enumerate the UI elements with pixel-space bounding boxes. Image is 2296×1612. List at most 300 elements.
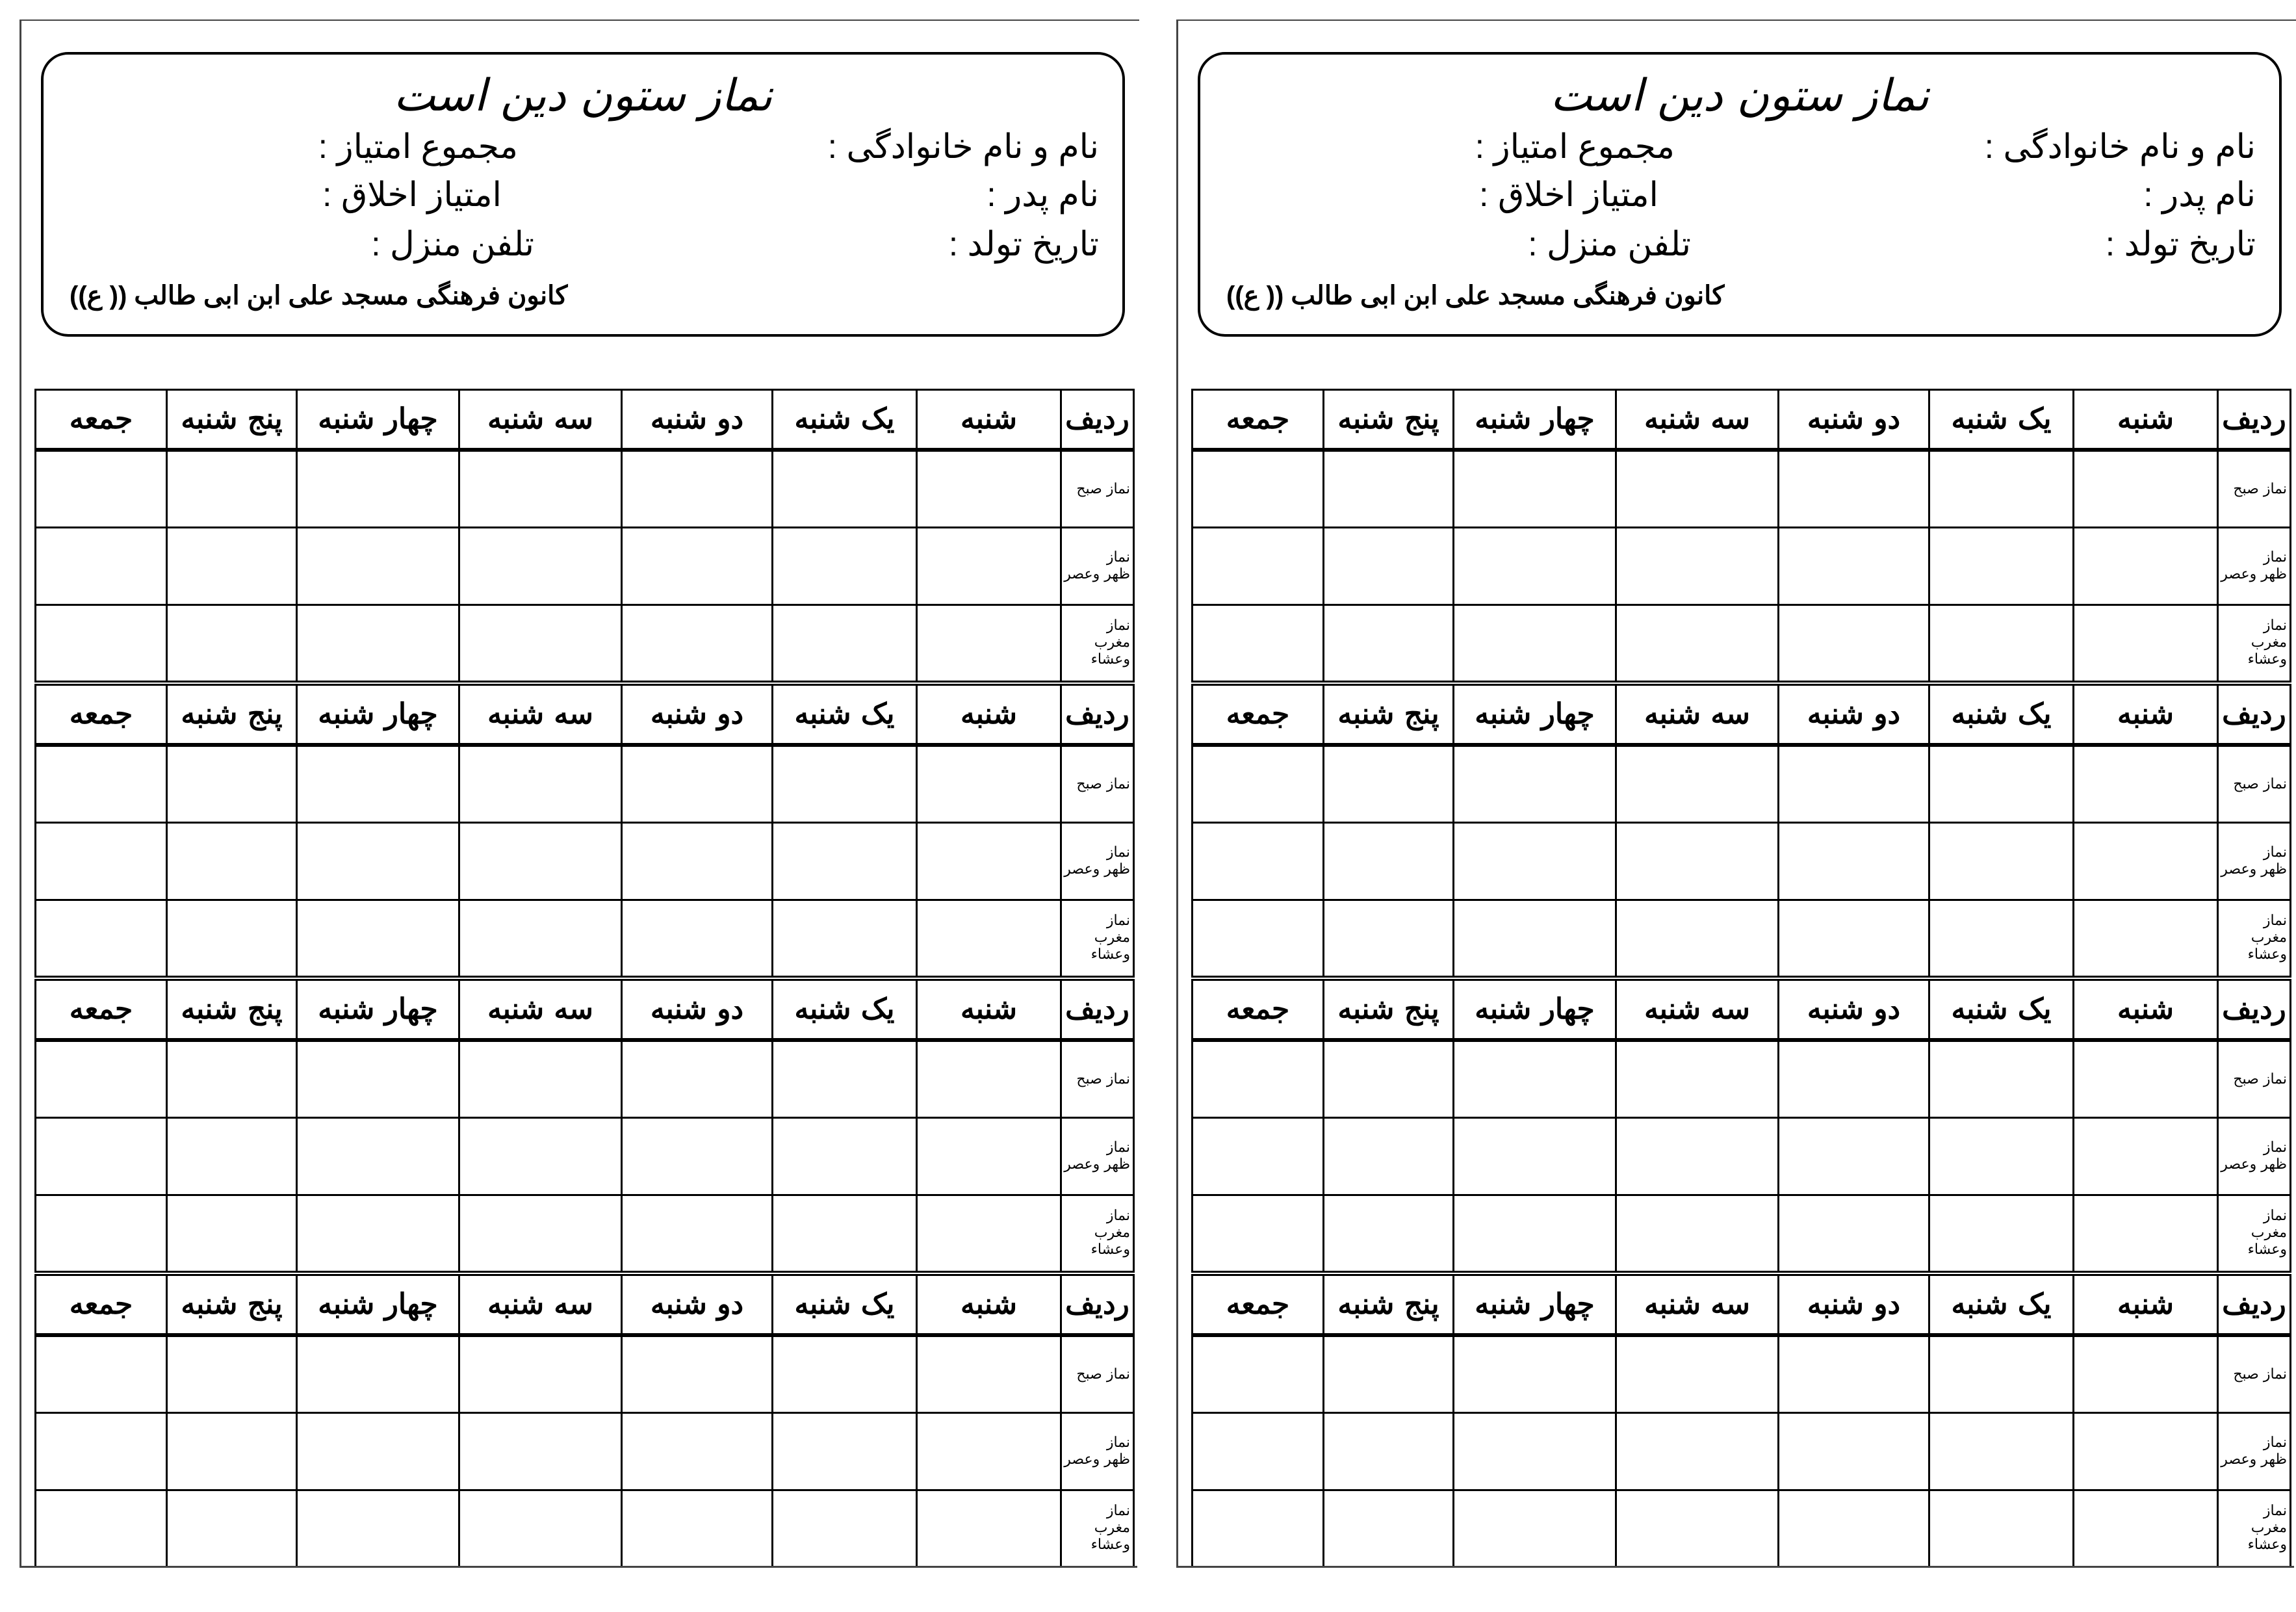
prayer-label-cell (1061, 1335, 1134, 1413)
check-cell[interactable] (1929, 1490, 2074, 1566)
check-cell[interactable] (459, 528, 622, 604)
check-cell[interactable] (917, 1335, 1061, 1413)
check-cell[interactable] (1193, 528, 1324, 604)
maghrib-isha-row (1193, 1490, 2291, 1566)
check-cell[interactable] (167, 1490, 297, 1566)
check-cell[interactable] (917, 823, 1061, 900)
row-header-cell: ردیف (2218, 980, 2291, 1040)
check-cell[interactable] (167, 823, 297, 900)
check-cell[interactable] (1616, 1195, 1779, 1271)
check-cell[interactable] (1193, 745, 1324, 823)
check-cell[interactable] (2074, 1490, 2218, 1566)
check-cell[interactable] (2074, 1118, 2218, 1195)
ethics-score-label: امتیاز اخلاق : (1479, 176, 1658, 214)
check-cell[interactable] (1454, 1335, 1616, 1413)
check-cell[interactable] (1929, 1413, 2074, 1490)
check-cell[interactable] (917, 450, 1061, 528)
table-header-row (1193, 685, 2291, 745)
prayer-label-cell (2218, 604, 2291, 681)
check-cell[interactable] (36, 1040, 167, 1118)
check-cell[interactable] (1324, 1413, 1454, 1490)
check-cell[interactable] (1324, 823, 1454, 900)
check-cell[interactable] (297, 823, 459, 900)
check-cell[interactable] (1616, 900, 1779, 976)
check-cell[interactable] (1616, 1413, 1779, 1490)
check-cell[interactable] (773, 823, 917, 900)
check-cell[interactable] (1779, 1413, 1929, 1490)
check-cell[interactable] (1929, 1195, 2074, 1271)
check-cell[interactable] (167, 900, 297, 976)
day-sunday-header: یک شنبه (1929, 1275, 2074, 1335)
prayer-label: نماز صبح (2233, 1071, 2287, 1087)
check-cell[interactable] (1779, 1195, 1929, 1271)
check-cell[interactable] (1779, 604, 1929, 681)
check-cell[interactable] (2074, 1040, 2218, 1118)
day-wednesday-header: چهار شنبه (297, 1275, 459, 1335)
prayer-label: مغرب وعشاء (2247, 1225, 2287, 1258)
prayer-label-cell (2218, 1195, 2291, 1271)
check-cell[interactable] (2074, 528, 2218, 604)
check-cell[interactable] (167, 745, 297, 823)
check-cell[interactable] (1779, 1040, 1929, 1118)
check-cell[interactable] (1616, 1040, 1779, 1118)
check-cell[interactable] (622, 1040, 773, 1118)
prayer-label: ظهر وعصر (2221, 566, 2287, 582)
check-cell[interactable] (36, 528, 167, 604)
home-phone-label: تلفن منزل : (1528, 226, 1691, 263)
check-cell[interactable] (167, 450, 297, 528)
day-friday-header: جمعه (1193, 390, 1324, 450)
fajr-row (1193, 1335, 2291, 1413)
check-cell[interactable] (1324, 1335, 1454, 1413)
fajr-row (36, 450, 1134, 528)
maghrib-isha-row (36, 1195, 1134, 1271)
row-header-cell: ردیف (1061, 980, 1134, 1040)
check-cell[interactable] (917, 1490, 1061, 1566)
check-cell[interactable] (1193, 1040, 1324, 1118)
check-cell[interactable] (1193, 450, 1324, 528)
prayer-label-cell (2218, 1490, 2291, 1566)
check-cell[interactable] (1454, 823, 1616, 900)
prayer-label: مغرب وعشاء (1090, 1225, 1130, 1258)
sheet-left (19, 20, 1139, 1568)
check-cell[interactable] (36, 1118, 167, 1195)
check-cell[interactable] (1779, 528, 1929, 604)
check-cell[interactable] (1929, 1118, 2074, 1195)
prayer-week-table (34, 979, 1135, 1273)
check-cell[interactable] (1193, 1195, 1324, 1271)
page-border (1176, 1566, 2294, 1568)
check-cell[interactable] (1929, 823, 2074, 900)
check-cell[interactable] (2074, 745, 2218, 823)
check-cell[interactable] (459, 1335, 622, 1413)
check-cell[interactable] (297, 1040, 459, 1118)
check-cell[interactable] (1454, 528, 1616, 604)
zuhr-asr-row (1193, 1413, 2291, 1490)
name-field-label: نام و نام خانوادگی : (1984, 128, 2256, 166)
check-cell[interactable] (622, 1413, 773, 1490)
check-cell[interactable] (1616, 604, 1779, 681)
page-border (19, 1566, 1137, 1568)
day-friday-header: جمعه (36, 980, 167, 1040)
day-friday-header: جمعه (1193, 980, 1324, 1040)
prayer-label: نماز (1106, 913, 1130, 930)
check-cell[interactable] (297, 1490, 459, 1566)
check-cell[interactable] (622, 1490, 773, 1566)
day-monday-header: دو شنبه (1779, 980, 1929, 1040)
check-cell[interactable] (773, 1195, 917, 1271)
check-cell[interactable] (1779, 1118, 1929, 1195)
day-thursday-header: پنج شنبه (167, 980, 297, 1040)
check-cell[interactable] (1929, 450, 2074, 528)
check-cell[interactable] (1616, 1335, 1779, 1413)
motto-title: نماز ستون دین است (393, 70, 773, 122)
check-cell[interactable] (1193, 1118, 1324, 1195)
check-cell[interactable] (917, 1195, 1061, 1271)
check-cell[interactable] (1193, 1335, 1324, 1413)
prayer-label: نماز (1106, 1503, 1130, 1520)
check-cell[interactable] (297, 604, 459, 681)
check-cell[interactable] (1454, 900, 1616, 976)
check-cell[interactable] (622, 1335, 773, 1413)
check-cell[interactable] (167, 604, 297, 681)
prayer-label-cell (1061, 1118, 1134, 1195)
prayer-label-cell (2218, 823, 2291, 900)
check-cell[interactable] (622, 745, 773, 823)
check-cell[interactable] (2074, 1335, 2218, 1413)
prayer-label-cell (2218, 528, 2291, 604)
prayer-label: نماز (2263, 844, 2287, 861)
check-cell[interactable] (459, 1413, 622, 1490)
day-thursday-header: پنج شنبه (167, 685, 297, 745)
name-field-label: نام و نام خانوادگی : (827, 128, 1099, 166)
check-cell[interactable] (622, 528, 773, 604)
check-cell[interactable] (459, 450, 622, 528)
prayer-label: نماز (2263, 1503, 2287, 1520)
prayer-label-cell (1061, 604, 1134, 681)
check-cell[interactable] (917, 528, 1061, 604)
check-cell[interactable] (917, 900, 1061, 976)
fajr-row (36, 1335, 1134, 1413)
prayer-label-cell (1061, 823, 1134, 900)
check-cell[interactable] (167, 1040, 297, 1118)
check-cell[interactable] (36, 900, 167, 976)
check-cell[interactable] (773, 1040, 917, 1118)
check-cell[interactable] (1324, 900, 1454, 976)
check-cell[interactable] (1616, 1118, 1779, 1195)
zuhr-asr-row (36, 1413, 1134, 1490)
check-cell[interactable] (773, 745, 917, 823)
zuhr-asr-row (36, 528, 1134, 604)
check-cell[interactable] (1454, 1195, 1616, 1271)
table-header-row (1193, 1275, 2291, 1335)
check-cell[interactable] (1193, 900, 1324, 976)
check-cell[interactable] (459, 1490, 622, 1566)
birth-date-label: تاریخ تولد : (948, 226, 1099, 263)
prayer-week-table (1191, 684, 2291, 978)
check-cell[interactable] (459, 823, 622, 900)
check-cell[interactable] (1616, 450, 1779, 528)
check-cell[interactable] (622, 900, 773, 976)
day-wednesday-header: چهار شنبه (1454, 390, 1616, 450)
check-cell[interactable] (1324, 745, 1454, 823)
ethics-score-label: امتیاز اخلاق : (322, 176, 502, 214)
student-info-box (41, 52, 1125, 337)
check-cell[interactable] (1324, 1118, 1454, 1195)
check-cell[interactable] (622, 1118, 773, 1195)
day-monday-header: دو شنبه (622, 980, 773, 1040)
check-cell[interactable] (1324, 1490, 1454, 1566)
check-cell[interactable] (917, 1413, 1061, 1490)
table-header-row (36, 980, 1134, 1040)
prayer-label: ظهر وعصر (1064, 1156, 1130, 1173)
check-cell[interactable] (1779, 745, 1929, 823)
check-cell[interactable] (36, 745, 167, 823)
fajr-row (36, 1040, 1134, 1118)
prayer-label: مغرب وعشاء (1090, 634, 1130, 668)
maghrib-isha-row (36, 900, 1134, 976)
check-cell[interactable] (1193, 1490, 1324, 1566)
check-cell[interactable] (297, 528, 459, 604)
check-cell[interactable] (773, 450, 917, 528)
check-cell[interactable] (1454, 1118, 1616, 1195)
check-cell[interactable] (459, 745, 622, 823)
check-cell[interactable] (1193, 604, 1324, 681)
check-cell[interactable] (1324, 1195, 1454, 1271)
check-cell[interactable] (1454, 1490, 1616, 1566)
check-cell[interactable] (1324, 528, 1454, 604)
check-cell[interactable] (773, 1118, 917, 1195)
check-cell[interactable] (2074, 604, 2218, 681)
day-friday-header: جمعه (36, 390, 167, 450)
prayer-label: نماز (1106, 1208, 1130, 1225)
check-cell[interactable] (622, 450, 773, 528)
day-sunday-header: یک شنبه (773, 1275, 917, 1335)
check-cell[interactable] (773, 1413, 917, 1490)
check-cell[interactable] (36, 450, 167, 528)
day-tuesday-header: سه شنبه (1616, 390, 1779, 450)
row-header-cell: ردیف (1061, 390, 1134, 450)
check-cell[interactable] (1454, 604, 1616, 681)
day-friday-header: جمعه (36, 1275, 167, 1335)
prayer-label-cell (1061, 745, 1134, 823)
check-cell[interactable] (1929, 900, 2074, 976)
father-name-label: نام پدر : (2143, 176, 2256, 214)
check-cell[interactable] (1193, 823, 1324, 900)
check-cell[interactable] (167, 1195, 297, 1271)
check-cell[interactable] (773, 528, 917, 604)
prayer-label: نماز صبح (2233, 1366, 2287, 1383)
row-header-cell: ردیف (1061, 1275, 1134, 1335)
day-tuesday-header: سه شنبه (459, 390, 622, 450)
check-cell[interactable] (917, 745, 1061, 823)
table-header-row (36, 685, 1134, 745)
day-sunday-header: یک شنبه (1929, 390, 2074, 450)
check-cell[interactable] (2074, 823, 2218, 900)
table-header-row (1193, 980, 2291, 1040)
check-cell[interactable] (167, 1335, 297, 1413)
day-monday-header: دو شنبه (1779, 390, 1929, 450)
day-saturday-header: شنبه (2074, 1275, 2218, 1335)
fajr-row (1193, 450, 2291, 528)
check-cell[interactable] (2074, 450, 2218, 528)
prayer-label: نماز صبح (1076, 1071, 1130, 1087)
check-cell[interactable] (459, 1118, 622, 1195)
check-cell[interactable] (1616, 1490, 1779, 1566)
check-cell[interactable] (917, 1118, 1061, 1195)
check-cell[interactable] (1929, 745, 2074, 823)
prayer-label: مغرب وعشاء (2247, 1520, 2287, 1554)
motto-title: نماز ستون دین است (1550, 70, 1929, 122)
prayer-label: مغرب وعشاء (1090, 930, 1130, 963)
prayer-label-cell (1061, 900, 1134, 976)
prayer-label: نماز (1106, 618, 1130, 634)
prayer-label: نماز صبح (1076, 480, 1130, 497)
check-cell[interactable] (297, 1195, 459, 1271)
check-cell[interactable] (1616, 745, 1779, 823)
check-cell[interactable] (1929, 1040, 2074, 1118)
day-wednesday-header: چهار شنبه (1454, 980, 1616, 1040)
zuhr-asr-row (1193, 823, 2291, 900)
prayer-label-cell (2218, 1413, 2291, 1490)
prayer-label: مغرب وعشاء (1090, 1520, 1130, 1554)
table-header-row (36, 390, 1134, 450)
prayer-label: مغرب وعشاء (2247, 930, 2287, 963)
day-saturday-header: شنبه (2074, 685, 2218, 745)
check-cell[interactable] (1616, 823, 1779, 900)
day-monday-header: دو شنبه (1779, 1275, 1929, 1335)
prayer-label: نماز صبح (2233, 480, 2287, 497)
check-cell[interactable] (917, 1040, 1061, 1118)
check-cell[interactable] (167, 528, 297, 604)
day-thursday-header: پنج شنبه (1324, 1275, 1454, 1335)
check-cell[interactable] (1454, 745, 1616, 823)
maghrib-isha-row (1193, 1195, 2291, 1271)
check-cell[interactable] (36, 1335, 167, 1413)
check-cell[interactable] (1779, 900, 1929, 976)
prayer-label: نماز (1106, 1434, 1130, 1451)
check-cell[interactable] (36, 823, 167, 900)
day-sunday-header: یک شنبه (773, 390, 917, 450)
check-cell[interactable] (167, 1413, 297, 1490)
check-cell[interactable] (297, 1335, 459, 1413)
day-tuesday-header: سه شنبه (1616, 980, 1779, 1040)
check-cell[interactable] (1929, 604, 2074, 681)
check-cell[interactable] (2074, 1195, 2218, 1271)
check-cell[interactable] (773, 604, 917, 681)
check-cell[interactable] (1779, 1490, 1929, 1566)
check-cell[interactable] (459, 1195, 622, 1271)
day-thursday-header: پنج شنبه (1324, 980, 1454, 1040)
row-header-cell: ردیف (2218, 685, 2291, 745)
day-monday-header: دو شنبه (622, 390, 773, 450)
check-cell[interactable] (773, 1335, 917, 1413)
prayer-label-cell (2218, 450, 2291, 528)
check-cell[interactable] (36, 1195, 167, 1271)
day-tuesday-header: سه شنبه (459, 1275, 622, 1335)
prayer-label-cell (2218, 745, 2291, 823)
day-saturday-header: شنبه (917, 685, 1061, 745)
check-cell[interactable] (1779, 450, 1929, 528)
table-header-row (1193, 390, 2291, 450)
check-cell[interactable] (36, 604, 167, 681)
prayer-label: نماز (2263, 1434, 2287, 1451)
prayer-label: نماز (1106, 1139, 1130, 1156)
check-cell[interactable] (36, 1413, 167, 1490)
check-cell[interactable] (773, 1490, 917, 1566)
check-cell[interactable] (622, 823, 773, 900)
check-cell[interactable] (1324, 450, 1454, 528)
day-wednesday-header: چهار شنبه (297, 685, 459, 745)
home-phone-label: تلفن منزل : (371, 226, 534, 263)
prayer-label: نماز (2263, 1139, 2287, 1156)
check-cell[interactable] (1454, 1413, 1616, 1490)
check-cell[interactable] (1193, 1413, 1324, 1490)
prayer-label-cell (1061, 1490, 1134, 1566)
day-friday-header: جمعه (1193, 685, 1324, 745)
check-cell[interactable] (1779, 1335, 1929, 1413)
day-sunday-header: یک شنبه (1929, 980, 2074, 1040)
prayer-label: نماز صبح (1076, 775, 1130, 792)
check-cell[interactable] (36, 1490, 167, 1566)
check-cell[interactable] (459, 900, 622, 976)
check-cell[interactable] (1929, 528, 2074, 604)
check-cell[interactable] (459, 1040, 622, 1118)
check-cell[interactable] (297, 1413, 459, 1490)
check-cell[interactable] (297, 900, 459, 976)
prayer-label: ظهر وعصر (1064, 1451, 1130, 1468)
day-saturday-header: شنبه (917, 1275, 1061, 1335)
check-cell[interactable] (1779, 823, 1929, 900)
prayer-label-cell (2218, 1335, 2291, 1413)
check-cell[interactable] (773, 900, 917, 976)
check-cell[interactable] (459, 604, 622, 681)
prayer-label-cell (1061, 1040, 1134, 1118)
prayer-label-cell (1061, 1413, 1134, 1490)
student-info-box (1198, 52, 2282, 337)
table-header-row (36, 1275, 1134, 1335)
prayer-label: نماز (2263, 549, 2287, 566)
prayer-label-cell (1061, 1195, 1134, 1271)
check-cell[interactable] (1324, 604, 1454, 681)
check-cell[interactable] (622, 1195, 773, 1271)
day-monday-header: دو شنبه (622, 685, 773, 745)
check-cell[interactable] (917, 604, 1061, 681)
check-cell[interactable] (622, 604, 773, 681)
day-friday-header: جمعه (1193, 1275, 1324, 1335)
day-wednesday-header: چهار شنبه (1454, 1275, 1616, 1335)
check-cell[interactable] (297, 1118, 459, 1195)
check-cell[interactable] (167, 1118, 297, 1195)
check-cell[interactable] (1616, 528, 1779, 604)
check-cell[interactable] (1454, 1040, 1616, 1118)
check-cell[interactable] (1929, 1335, 2074, 1413)
prayer-label-cell (1061, 450, 1134, 528)
check-cell[interactable] (2074, 1413, 2218, 1490)
check-cell[interactable] (297, 745, 459, 823)
zuhr-asr-row (36, 823, 1134, 900)
prayer-label: ظهر وعصر (1064, 861, 1130, 878)
maghrib-isha-row (1193, 900, 2291, 976)
day-thursday-header: پنج شنبه (167, 390, 297, 450)
check-cell[interactable] (297, 450, 459, 528)
check-cell[interactable] (1324, 1040, 1454, 1118)
fajr-row (36, 745, 1134, 823)
check-cell[interactable] (2074, 900, 2218, 976)
check-cell[interactable] (1454, 450, 1616, 528)
day-tuesday-header: سه شنبه (1616, 685, 1779, 745)
prayer-label: نماز (1106, 549, 1130, 566)
